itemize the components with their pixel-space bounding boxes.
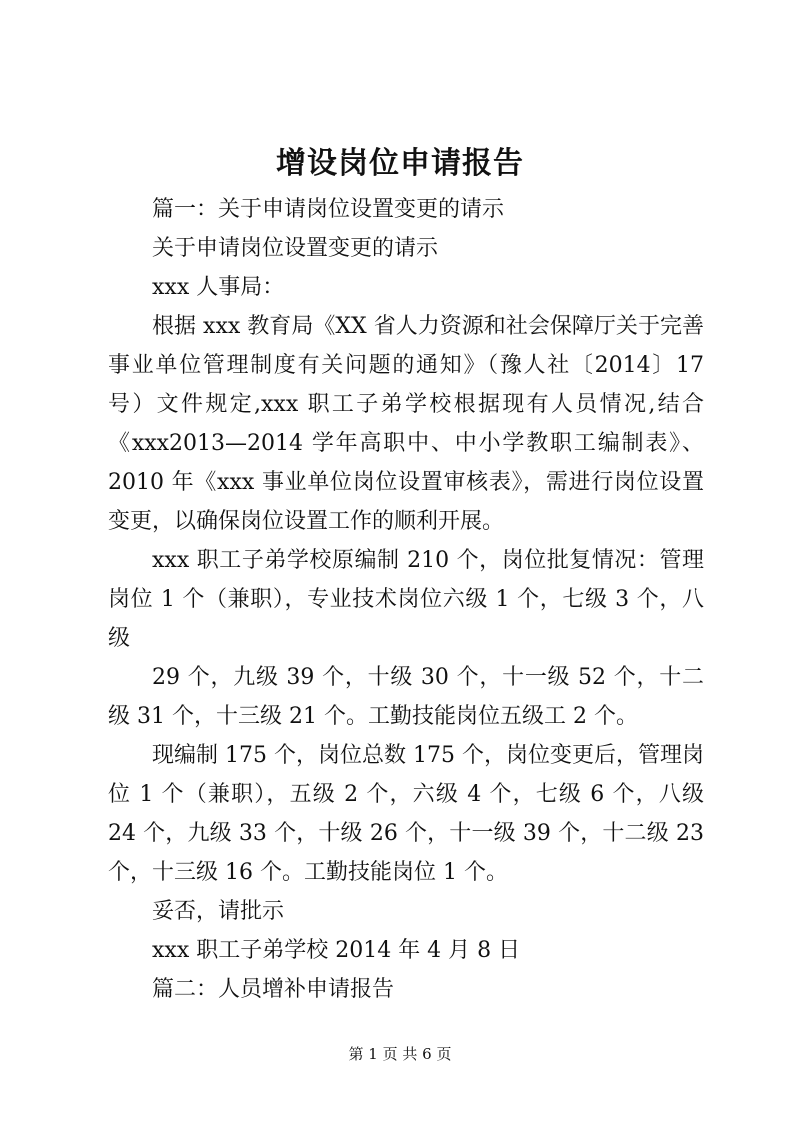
paragraph-addressee: xxx 人事局： <box>152 275 285 300</box>
document-title: 增设岗位申请报告 <box>276 146 524 181</box>
paragraph-original-staffing: xxx 职工子弟学校原编制 210 个，岗位批复情况：管理岗位 1 个（兼职），专业技术岗位六级 1 个，七级 3 个，八级 <box>108 548 704 651</box>
page-number-label: 第 1 页 共 6 页 <box>348 1045 452 1063</box>
paragraph-current-staffing: 现编制 175 个，岗位总数 175 个，岗位变更后，管理岗位 1 个（兼职），五级 2 个，六级 4 个，七级 6 个，八级 24 个，九级 33 个，十级 26 个，十一级 39 个，十二级 23 个，十三级 16 个。工勤技能岗位 1 个。 <box>108 743 704 885</box>
paragraph-signature-date: xxx 职工子弟学校 2014 年 4 月 8 日 <box>152 938 521 963</box>
paragraph-original-staffing-cont: 29 个，九级 39 个，十级 30 个，十一级 52 个，十二级 31 个，十三级 21 个。工勤技能岗位五级工 2 个。 <box>108 665 704 729</box>
document-body <box>108 190 704 1009</box>
paragraph-section-two-heading: 篇二：人员增补申请报告 <box>152 977 395 1002</box>
paragraph-section-one-heading: 篇一：关于申请岗位设置变更的请示 <box>152 197 505 222</box>
paragraph-request-title: 关于申请岗位设置变更的请示 <box>152 236 439 261</box>
paragraph-request-approval: 妥否，请批示 <box>152 899 285 924</box>
paragraph-basis: 根据 xxx 教育局《XX 省人力资源和社会保障厅关于完善事业单位管理制度有关问题的通知》（豫人社〔2014〕17 号）文件规定,xxx 职工子弟学校根据现有人员情况,结合《xxx2013—2014 学年高职中、中小学教职工编制表》、2010 年《xxx 事业单位岗位设置审核表》，需进行岗位设置变更，以确保岗位设置工作的顺利开展。 <box>108 314 704 534</box>
page-footer <box>0 1043 800 1064</box>
